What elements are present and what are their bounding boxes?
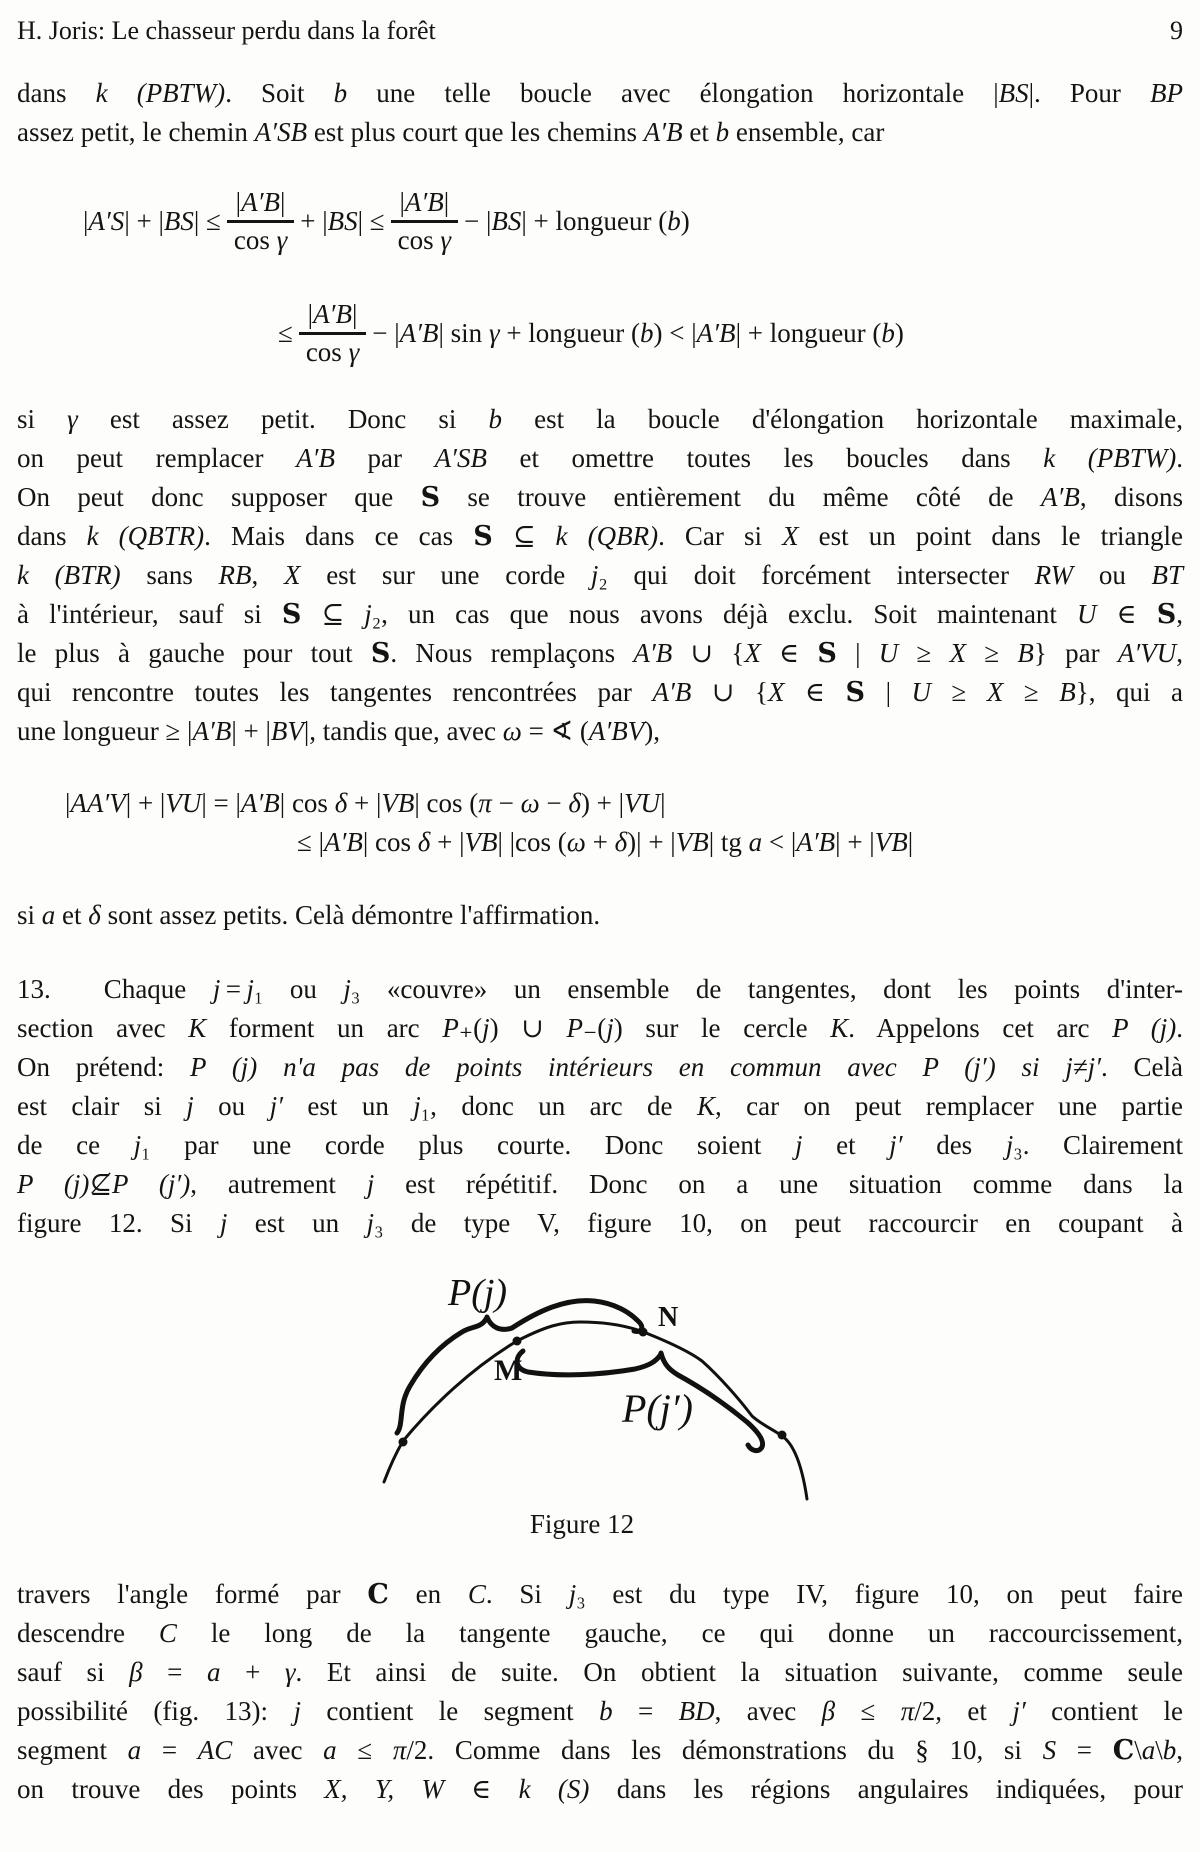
text-line: à l'intérieur, sauf si S ⊆ j₂, un cas que nous avons déjà exclu. Soit maintenant U ∈ S,	[17, 599, 1183, 630]
brace-pj-right	[487, 1301, 642, 1332]
text-line: de ce j₁ par une corde plus courte. Donc soient j et j′ des j₃. Clairement	[17, 1130, 1184, 1160]
fraction-bar	[391, 220, 458, 223]
text-line: dans k (QBTR). Mais dans ce cas S ⊆ k (QBR). Car si X est un point dans le triangle	[17, 521, 1184, 552]
arc-point-left	[399, 1438, 408, 1447]
text-line: si γ est assez petit. Donc si b est la boucle d'élongation horizontale maximale,	[17, 404, 1183, 434]
text-line: segment a = AC avec a ≤ π/2. Comme dans les démonstrations du § 10, si S = C\a\b,	[17, 1735, 1183, 1766]
text-line: P (j)⊈P (j′), autrement j est répétitif. Donc on a une situation comme dans la	[17, 1169, 1183, 1199]
text-line: si a et δ sont assez petits. Celà démontre l'affirmation.	[17, 900, 601, 930]
text-line: On peut donc supposer que S se trouve entièrement du même côté de A′B, disons	[17, 482, 1183, 513]
fraktur-letter: S	[370, 638, 391, 669]
figure-12	[0, 1270, 1200, 1544]
label-arc-pj: P(j)	[448, 1272, 508, 1314]
fraction-numerator: |A′B|	[235, 187, 286, 217]
text-line: assez petit, le chemin A′SB est plus court que les chemins A′B et b ensemble, car	[17, 117, 885, 147]
brace-pj-left	[397, 1319, 486, 1433]
equation-term: − |A′B| sin γ + longueur (b) < |A′B| + longueur (b)	[372, 318, 904, 348]
text-line: section avec K forment un arc P₊(j) ∪ P₋(j) sur le cercle K. Appelons cet arc P (j).	[17, 1013, 1183, 1043]
fraktur-letter: S	[1156, 599, 1177, 630]
fraction-denominator: cos γ	[233, 225, 288, 255]
text-line: figure 12. Si j est un j₃ de type V, figure 10, on peut raccourcir en coupant à	[17, 1208, 1183, 1238]
fraction	[221, 187, 300, 256]
equation-display-2	[17, 784, 1183, 862]
brace-pj-prime-left	[517, 1351, 661, 1375]
text-line: travers l'angle formé par C en C. Si j₃ est du type IV, figure 10, on peut faire	[17, 1579, 1183, 1610]
equation-display-1	[17, 187, 1183, 368]
fraction-numerator: |A′B|	[307, 299, 358, 329]
page-number: 9	[1170, 16, 1183, 45]
equation-line-2: ≤ |A′B| cos δ + |VB| |cos (ω + δ)| + |VB| tg a < |A′B| + |VB|	[297, 827, 914, 857]
arc-point-m	[513, 1337, 522, 1346]
fraktur-letter: S	[281, 599, 302, 630]
text-line: 13. Chaque j = j₁ ou j₃ «couvre» un ensemble de tangentes, dont les points d'inter-	[17, 974, 1184, 1004]
fraction-bar	[299, 332, 366, 335]
text-line: on peut remplacer A′B par A′SB et omettre toutes les boucles dans k (PBTW).	[17, 443, 1183, 473]
paragraph-conclusion	[17, 896, 1183, 935]
fraktur-letter: S	[420, 482, 441, 513]
text-line: qui rencontre toutes les tangentes rencontrées par A′B ∪ {X ∈ S | U ≥ X ≥ B}, qui a	[17, 677, 1183, 708]
text-line: On prétend: P (j) n'a pas de points intérieurs en commun avec P (j′) si j≠j′. Celà	[17, 1052, 1183, 1082]
text-line: k (BTR) sans RB, X est sur une corde j₂ qui doit forcément intersecter RW ou BT	[17, 560, 1184, 590]
fraktur-letter: C	[1112, 1735, 1135, 1766]
circle-arc-k	[384, 1322, 807, 1499]
paragraph-proof	[17, 400, 1183, 751]
arc-point-right	[778, 1431, 787, 1440]
fraction-numerator: |A′B|	[399, 187, 450, 217]
label-point-m: M	[494, 1354, 523, 1387]
fraktur-letter: S	[473, 521, 493, 552]
figure-12-drawing	[0, 1270, 1200, 1505]
arc-point-n	[639, 1328, 648, 1337]
fraction-denominator: cos γ	[397, 225, 451, 255]
fraktur-letter: C	[367, 1579, 389, 1610]
label-arc-pj-prime: P(j′)	[622, 1386, 693, 1431]
fraction	[385, 187, 464, 256]
equation-term: |A′S| + |BS| ≤	[83, 206, 221, 236]
equation-line-1: |AA′V| + |VU| = |A′B| cos δ + |VB| cos (π − ω − δ) + |VU|	[65, 788, 666, 818]
fraktur-letter: S	[817, 638, 837, 669]
fraction-denominator: cos γ	[305, 337, 360, 367]
label-point-n: N	[658, 1302, 679, 1333]
running-head-title: H. Joris: Le chasseur perdu dans la forêt	[17, 16, 436, 45]
fraction	[293, 299, 372, 368]
paragraph-intro	[17, 74, 1183, 152]
equation-line-1	[83, 187, 1183, 256]
text-line: est clair si j ou j′ est un j₁, donc un arc de K, car on peut remplacer une partie	[17, 1091, 1184, 1121]
equation-term: ≤	[278, 318, 293, 348]
text-line: une longueur ≥ |A′B| + |BV|, tandis que, avec ω = ∢ (A′BV),	[17, 716, 661, 746]
text-line: descendre C le long de la tangente gauche, ce qui donne un raccourcissement,	[17, 1618, 1183, 1648]
text-line: sauf si β = a + γ. Et ainsi de suite. On obtient la situation suivante, comme seule	[17, 1657, 1183, 1687]
equation-term: − |BS| + longueur (b)	[464, 206, 690, 236]
fraction-bar	[227, 220, 294, 223]
text-line: on trouve des points X, Y, W ∈ k (S) dans les régions angulaires indiquées, pour	[17, 1774, 1183, 1804]
fraktur-letter: S	[845, 677, 866, 708]
text-line: dans k (PBTW). Soit b une telle boucle avec élongation horizontale |BS|. Pour BP	[17, 78, 1183, 108]
text-line: possibilité (fig. 13): j contient le segment b = BD, avec β ≤ π/2, et j′ contient le	[17, 1696, 1184, 1726]
equation-term: + |BS| ≤	[300, 206, 385, 236]
paragraph-section-13	[17, 970, 1183, 1243]
text-line: le plus à gauche pour tout S. Nous remplaçons A′B ∪ {X ∈ S | U ≥ X ≥ B} par A′VU,	[17, 638, 1183, 669]
figure-caption: Figure 12	[529, 1509, 635, 1539]
paragraph-after-figure	[17, 1575, 1183, 1809]
running-header	[17, 14, 1183, 48]
equation-line-2	[278, 299, 1183, 368]
